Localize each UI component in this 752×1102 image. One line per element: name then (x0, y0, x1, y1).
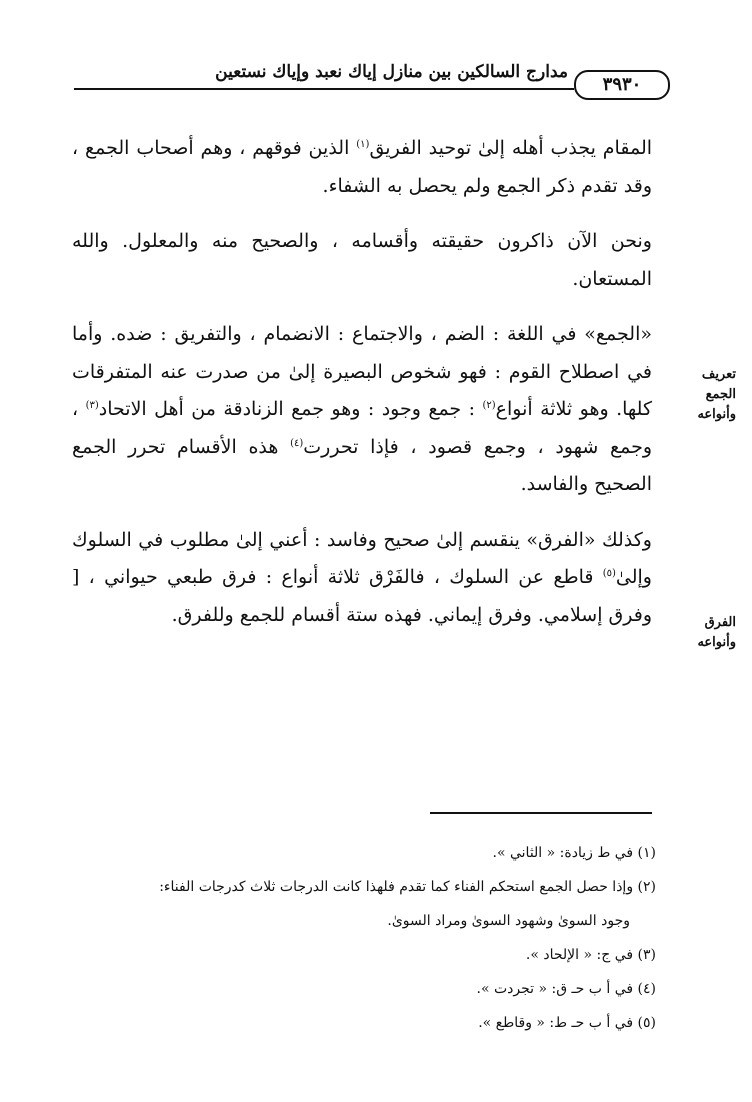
paragraph-text: قاطع عن السلوك ، فالفَرْق ثلاثة أنواع : فرق طبعي حيواني ، [ وفرق إسلامي. وفرق إيماني. فهذه ستة أقسام للجمع وللفرق. (72, 566, 652, 626)
paragraph-text: : جمع وجود : وهو جمع الزنادقة من أهل الاتحاد (98, 398, 483, 420)
paragraph-text: هذه الأقسام تحرر الجمع الصحيح والفاسد. (72, 435, 652, 495)
footnote-5: (٥) في أ ب حـ ط: « وقاطع ». (478, 1015, 656, 1031)
footnote-ref: (٥) (602, 568, 616, 579)
side-note-farq-types: الفرق وأنواعه (697, 615, 736, 650)
header-rule (74, 88, 574, 90)
paragraph-text: ونحن الآن ذاكرون حقيقته وأقسامه ، والصحيح منه والمعلول. والله المستعان. (72, 230, 652, 290)
paragraph-text: وكذلك «الفرق» ينقسم إلىٰ صحيح وفاسد : أعني إلىٰ مطلوب في السلوك وإلىٰ (72, 528, 652, 588)
paragraph-text: «الجمع» في اللغة : الضم ، والاجتماع : الانضمام ، والتفريق : ضده. وأما في اصطلاح القوم : فهو شخوص البصيرة إلىٰ من صدرت عنه المتفرقات كلها. وهو ثلاثة أنواع (72, 323, 653, 420)
footnote-ref: (٤) (290, 437, 304, 449)
footnote-ref: (١) (356, 139, 370, 150)
footnote-ref: (٣) (85, 400, 99, 411)
paragraph-3 (72, 316, 652, 504)
paragraph-1 (72, 130, 652, 205)
header-title: مدارج السالكين بين منازل إياك نعبد وإياك نستعين (215, 62, 568, 82)
footnotes (72, 836, 656, 1040)
running-header (74, 60, 670, 100)
footnote-2: (٢) وإذا حصل الجمع استحكم الفناء كما تقدم فلهذا كانت الدرجات ثلاث كدرجات الفناء: (159, 879, 656, 895)
paragraph-2 (72, 223, 652, 298)
footnote-ref: (٢) (482, 400, 496, 411)
paragraph-text: المقام يجذب أهله إلىٰ توحيد الفريق (369, 137, 653, 159)
footnote-divider (430, 812, 652, 814)
page-number: ٣٩٣٠ (574, 70, 670, 100)
paragraph-text: ، وجمع شهود ، وجمع قصود ، فإذا تحررت (72, 398, 652, 458)
footnote-3: (٣) في ج: « الإلحاد ». (525, 947, 656, 963)
main-text (72, 130, 652, 652)
footnote-1: (١) في ط زيادة: « الثاني ». (492, 845, 656, 861)
footnote-2-continuation: وجود السوىٰ وشهود السوىٰ ومراد السوىٰ. (387, 913, 630, 929)
paragraph-text: الذين فوقهم ، وهم أصحاب الجمع ، وقد تقدم ذكر الجمع ولم يحصل به الشفاء. (72, 137, 652, 197)
footnote-4: (٤) في أ ب حـ ق: « تجردت ». (476, 981, 656, 997)
side-note-definition-of-jam: تعريف الجمع وأنواعه (697, 367, 736, 422)
paragraph-4 (72, 522, 652, 635)
